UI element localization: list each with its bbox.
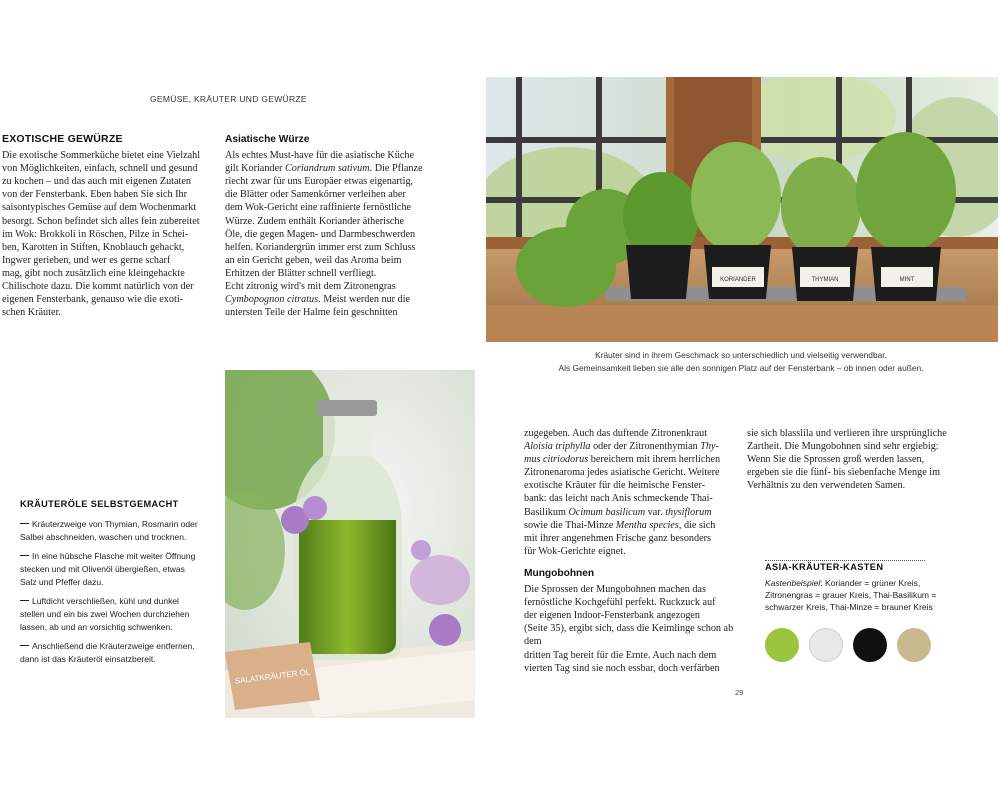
box-text-run: schwarzer Kreis, Thai-Minze = brauner Kreis	[765, 602, 933, 612]
dash-icon	[20, 600, 29, 601]
step-line: Luftdicht verschließen, kühl und dunkel	[32, 596, 179, 606]
recipe-step	[20, 595, 210, 634]
pot-label-mint: MINT	[899, 277, 915, 283]
text-line: eigenen Fensterbank, genauso wie die exoti-	[2, 294, 184, 306]
text-line: ben, Karotten in Stiften, Knoblauch gehackt,	[2, 241, 185, 253]
text-line: sie sich blasslila und verlieren ihre ursprüngliche	[747, 428, 947, 439]
text-line: Die Sprossen der Mungobohnen machen das	[524, 584, 706, 596]
text-run: sowie die Thai-Minze	[524, 519, 616, 531]
text-line: Die exotische Sommerküche bietet eine Vielzahl	[2, 150, 201, 162]
box-label: Kastenbeispiel	[765, 578, 821, 588]
page-number: 29	[735, 688, 744, 697]
text-line: Ingwer gerieben, und wer es gerne scharf	[2, 254, 171, 266]
text-line: schen Kräuter.	[2, 307, 61, 319]
box-title: ASIA-KRÄUTER-KASTEN	[765, 562, 884, 572]
text-run: bereichern mit ihrem herrlichen	[588, 454, 721, 466]
text-run: Basilikum	[524, 506, 569, 518]
step-line: Salbei abschneiden, waschen und trocknen.	[20, 532, 187, 542]
caption-line: Als Gemeinsamkeit lieben sie alle den sonnigen Platz auf der Fensterbank – ob innen oder außen.	[558, 363, 924, 373]
latin-name: thysiflorum	[665, 506, 712, 518]
section-subtitle: Mungobohnen	[524, 567, 595, 579]
text-line: exotische Kräuter für die heimische Fenster-	[524, 480, 706, 492]
bottle-tag-text: SALATKRÄUTER ÖL	[234, 667, 311, 686]
pot-label-koriander: KORIANDER	[720, 277, 756, 283]
text-run: var.	[645, 506, 666, 518]
box-text-run: Zitronengras = grauer Kreis, Thai-Basilikum =	[765, 590, 937, 600]
recipe-step	[20, 550, 210, 589]
asia-herb-box	[765, 562, 975, 613]
text-line: dem Wok-Gericht eine raffinierte fernöstliche	[225, 202, 412, 214]
text-line	[524, 506, 742, 519]
text-line	[524, 440, 742, 453]
text-line: die Blätter oder Samenkörner verleihen aber	[225, 189, 406, 201]
step-line: Anschließend die Kräuterzweige entfernen,	[32, 641, 195, 651]
text-line: (Seite 35), ergibt sich, dass die Keimlinge schon ab dem	[524, 623, 734, 648]
step-line: Salz und Pfeffer dazu.	[20, 577, 104, 587]
recipe-step	[20, 640, 210, 666]
text-run: gilt Koriander	[225, 163, 285, 175]
step-line: In eine hübsche Flasche mit weiter Öffnung	[32, 551, 196, 561]
text-line	[524, 519, 742, 532]
latin-name: Thy-	[700, 441, 719, 453]
text-line: fernöstliche Kochgefühl perfekt. Ruckzuck auf	[524, 597, 716, 609]
text-line: Erhitzen der Blätter schnell verfliegt.	[225, 267, 377, 279]
text-line: dritten Tag bereit für die Ernte. Auch nach dem	[524, 649, 717, 661]
photo-windowsill-herbs	[486, 77, 998, 342]
text-line	[225, 162, 440, 175]
recipe-herb-oil	[20, 499, 210, 672]
text-line: mag, gibt noch zusätzlich eine kleingehackte	[2, 267, 185, 279]
step-line: stellen und ein bis zwei Wochen durchziehen	[20, 609, 190, 619]
dash-icon	[20, 523, 29, 524]
text-run: , die sich	[678, 519, 716, 531]
latin-name: Coriandrum sativum	[284, 163, 370, 175]
text-line: saisontypisches Gemüse auf dem Wochenmarkt	[2, 202, 197, 214]
latin-name: Ocimum basilicum	[568, 506, 646, 518]
text-line	[225, 293, 440, 306]
text-line	[524, 453, 742, 466]
box-text-run: : Koriander = grüner Kreis,	[820, 578, 921, 588]
grey-circle-icon	[809, 628, 843, 662]
caption-line: Kräuter sind in ihrem Geschmack so unterschiedlich und vielseitig verwendbar.	[595, 350, 887, 360]
chapter-header: GEMÜSE, KRÄUTER UND GEWÜRZE	[150, 94, 307, 104]
column-exotic-spices	[2, 133, 217, 319]
section-subtitle: Asiatische Würze	[225, 134, 310, 145]
text-line: untersten Teile der Halme fein geschnitten	[225, 307, 398, 319]
text-line: von Möglichkeiten, einfach, schnell und gesund	[2, 163, 198, 175]
text-line: Chilischote dazu. Die kommt natürlich von der	[2, 281, 194, 293]
text-line: besorgt. Schon befindet sich alles fein zubereitet	[2, 215, 200, 227]
photo-herb-oil-bottle	[225, 370, 475, 718]
column-mung-beans-cont	[747, 427, 982, 492]
text-line: im Wok: Brokkoli in Röschen, Pilze in Schei-	[2, 228, 189, 240]
dash-icon	[20, 645, 29, 646]
text-line: Als echtes Must-have für die asiatische Küche	[225, 150, 414, 162]
column-asian-spice	[225, 133, 440, 319]
text-line: riecht zwar für uns Europäer etwas eigenartig,	[225, 176, 414, 188]
text-line: zu kochen – und das auch mit eigenen Zutaten	[2, 176, 191, 188]
text-line: für Wok-Gerichte eignet.	[524, 545, 626, 557]
text-line: an ein Gericht geben, weil das Aroma beim	[225, 254, 402, 266]
recipe-title: KRÄUTERÖLE SELBSTGEMACHT	[20, 499, 179, 509]
step-line: Kräuterzweige von Thymian, Rosmarin oder	[32, 519, 198, 529]
text-run: . Die Pflanze	[369, 163, 423, 175]
text-line: mit ihrer angenehmen Frische ganz besonders	[524, 532, 711, 544]
recipe-step	[20, 518, 210, 544]
text-line: zugegeben. Auch das duftende Zitronenkraut	[524, 428, 708, 439]
text-line: bank: das leicht nach Anis schmeckende Thai-	[524, 493, 713, 505]
text-line: Zartheit. Die Mungobohnen sind sehr ergiebig:	[747, 441, 939, 453]
step-line: dann ist das Kräuteröl einsatzbereit.	[20, 654, 156, 664]
step-line: stecken und mit Olivenöl übergießen, etwas	[20, 564, 185, 574]
text-line: helfen. Koriandergrün immer erst zum Schluss	[225, 241, 416, 253]
color-legend	[765, 628, 975, 664]
text-line: Zitronenaroma jedes asiatische Gericht. Weitere	[524, 467, 720, 479]
text-line: von der Fensterbank. Eben haben Sie sich Ihr	[2, 189, 188, 201]
text-line: Wenn Sie die Sprossen groß werden lassen,	[747, 454, 925, 466]
column-lemon-herbs	[524, 427, 742, 675]
text-line: der eigenen Indoor-Fensterbank angezogen	[524, 610, 701, 622]
green-circle-icon	[765, 628, 799, 662]
step-line: lassen, ab und an vorsichtig schwenken.	[20, 622, 173, 632]
photo-caption	[486, 349, 996, 375]
brown-circle-icon	[897, 628, 931, 662]
pot-label-thymian: THYMIAN	[811, 277, 839, 283]
text-line: Öle, die gegen Magen- und Darmbeschwerden	[225, 228, 416, 240]
dash-icon	[20, 555, 29, 556]
text-line: ergeben sie die fünf- bis siebenfache Menge im	[747, 467, 941, 479]
latin-name: Mentha species	[615, 519, 679, 531]
box-text	[765, 577, 975, 613]
text-line: vierten Tag sind sie noch essbar, doch verfärben	[524, 662, 720, 674]
text-run: oder der Zitronenthymian	[590, 441, 701, 453]
latin-name: mus citriodorus	[524, 454, 589, 466]
text-line: Würze. Zudem enthält Koriander ätherische	[225, 215, 405, 227]
text-line: Verhältnis zu den verwendeten Samen.	[747, 480, 906, 492]
section-title: EXOTISCHE GEWÜRZE	[2, 133, 123, 145]
black-circle-icon	[853, 628, 887, 662]
text-run: . Meist werden nur die	[318, 294, 411, 306]
latin-name: Cymbopognon citratus	[225, 294, 319, 306]
latin-name: Aloisia triphylla	[524, 441, 591, 453]
text-line: Echt zitronig wird's mit dem Zitronengras	[225, 281, 396, 293]
